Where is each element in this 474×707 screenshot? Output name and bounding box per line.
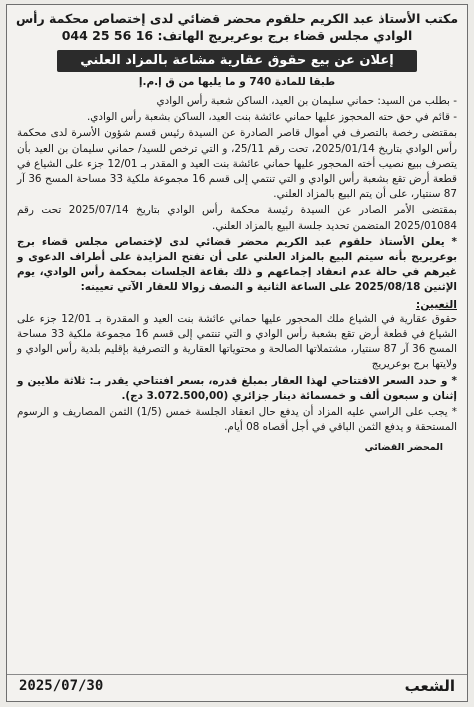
header-line-2: الوادي مجلس قضاء برج بوعريريج الهاتف: 16 56 25 044 — [61, 28, 413, 43]
newspaper-name: الشعب — [404, 677, 455, 695]
publication-date: 2025/07/30 — [19, 678, 104, 694]
announcement-title-banner: إعلان عن بيع حقوق عقارية مشاعة بالمزاد العلني — [57, 50, 417, 72]
header-line-1: مكتب الأستاذ عبد الكريم حلقوم محضر قضائي لدى إختصاص محكمة رأس — [15, 11, 459, 26]
auction-notice-paragraph: * يعلن الأستاذ حلقوم عبد الكريم محضر قضائي لدى لإختصاص مجلس قضاء برج بوعريريج بأنه سيتم البيع بالمزاد العلني على أن تفتح المزايدة على أطراف الدعوى و غيرهم في حالة عدم انعقاد إجماعهم و ذلك بقاعة الجلسات بمحكمة رأس الوادي، يوم الإثنين 2025/08/18 على الساعة الثانية و النصف زوالا للعقار الآتي تعيينه: — [17, 235, 457, 294]
announcement-body — [7, 90, 467, 456]
ward-paragraph: - قائم في حق حته المحجوز عليها حماني عائشة بنت العيد، الساكن بشعبة رأس الوادي. — [86, 111, 457, 124]
court-order-paragraph: بمقتضى الأمر الصادر عن السيدة رئيسة محكمة رأس الوادي بتاريخ 2025/07/14 تحت رقم 2025/01084 المتضمن تحديد جلسة البيع بالمزاد العلني. — [17, 204, 457, 232]
designation-text: حقوق عقارية في الشياع ملك المحجور عليها حماني عائشة بنت العيد و المقدرة بـ 12/01 جزء على الشياع في قطعة أرض تقع بشعبة رأس الوادي و التي تنتمي إلى قسم 16 مجموعة ملكية 33 مساحة المسح 36 آر 87 سنتيار، مشتملاتها الصالحة و محتوياتها العقارية و التصرفية بإقليم بلدية رأس الوادي و ولايتها برج بوعريريج — [17, 312, 457, 371]
bailiff-signature: المحضر القضائي — [364, 442, 443, 454]
payment-terms-paragraph: * يجب على الراسي عليه المزاد أن يدفع حال انعقاد الجلسة خمس (1/5) الثمن المصاريف و الرسوم المستحقة و يدفع الثمن الباقي في أجل أقصاه 08 أيام. — [17, 406, 457, 434]
newspaper-footer — [7, 674, 467, 697]
bailiff-office-header — [7, 5, 467, 46]
opening-price-paragraph: * و حدد السعر الافتتاحي لهذا العقار بمبلغ قدره، بسعر افتتاحي يقدر بـ: ثلاثة ملايين و إثنان و سبعون ألف و خمسمائة دينار جزائري (3.072.500,00 دج). — [17, 374, 457, 402]
legal-reference: طبقا للمادة 740 و ما يليها من ق إ.م.إ — [138, 76, 336, 88]
announcement-page — [6, 4, 468, 702]
requester-paragraph: - بطلب من السيد: حماني سليمان بن العيد، الساكن شعبة رأس الوادي — [156, 95, 457, 107]
permission-paragraph: بمقتضى رخصة بالتصرف في أموال قاصر الصادرة عن السيدة رئيس قسم شؤون الأسرة لدى محكمة رأس الوادي بتاريخ 2025/01/14، تحت رقم 25/11، و التي ترخص للسيد/ حماني سليمان بن العيد بأن يتصرف ببيع نصيب أخته المحجور عليها حماني عائشة بنت العيد و المقدر بـ 12/01 جزء على الشياع في قطعة أرض تقع بشعبة رأس الوادي و التي تنتمي إلى قسم 16 مجموعة ملكية 33 مساحة المسح 36 آر 87 سنتيار، على أن يتم البيع بالمزاد العلني. — [17, 127, 457, 201]
designation-title: التعيين: — [415, 297, 457, 311]
